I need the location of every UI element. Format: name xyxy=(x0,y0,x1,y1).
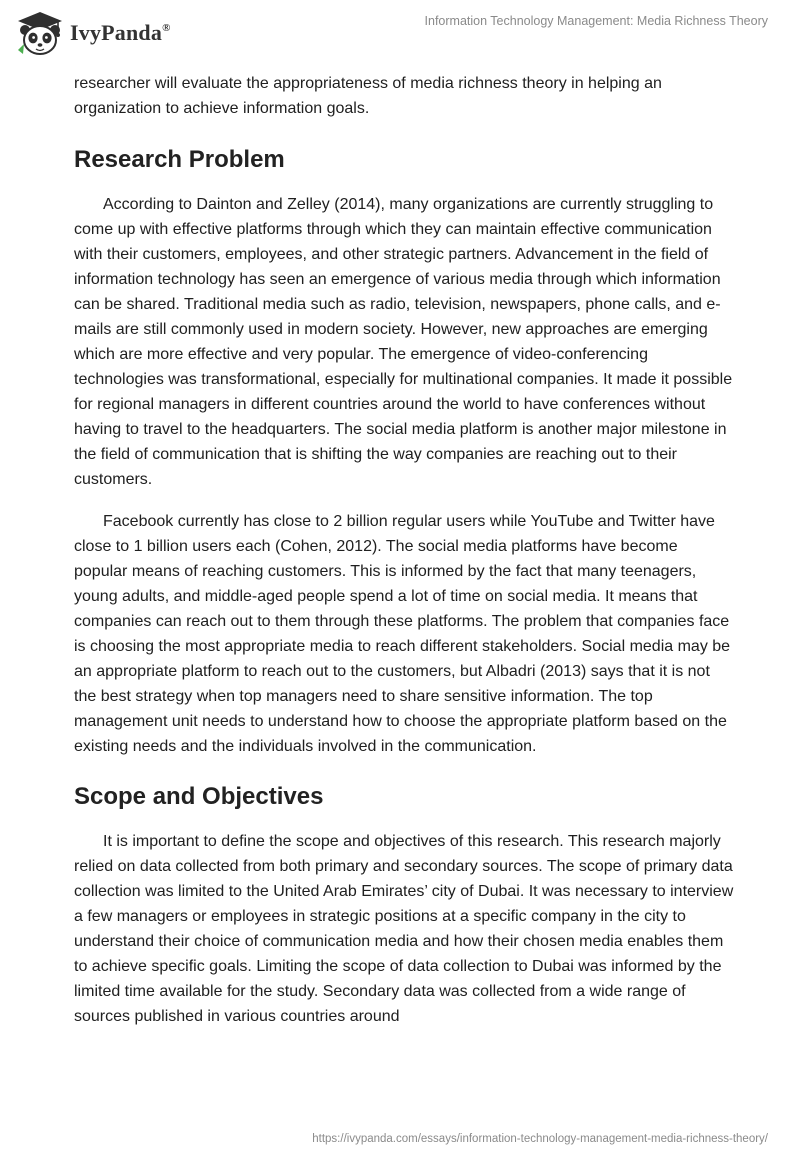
brand-logo[interactable] xyxy=(14,8,171,58)
source-url[interactable]: https://ivypanda.com/essays/information-technology-management-media-richness-theory/ xyxy=(312,1133,768,1145)
paragraph: Facebook currently has close to 2 billion regular users while YouTube and Twitter have close to 1 billion users each (Cohen, 2012). The social media platforms have become popular means of reaching customers. This is informed by the fact that many teenagers, young adults, and middle-aged people spend a lot of time on social media. It means that companies can reach out to them through these platforms. The problem that companies face is choosing the most appropriate media to reach different stakeholders. Social media may be an appropriate platform to reach out to the customers, but Albadri (2013) says that it is not the best strategy when top managers need to share sensitive information. The top management unit needs to understand how to choose the appropriate platform based on the existing needs and the individuals involved in the communication. xyxy=(74,513,731,755)
paragraph: According to Dainton and Zelley (2014), many organizations are currently struggling to come up with effective platforms through which they can maintain effective communication with their customers, employees, and other strategic partners. Advancement in the field of information technology has seen an emergence of various media through which information can be shared. Traditional media such as radio, television, newspapers, phone calls, and e-mails are still commonly used in modern society. However, new approaches are emerging which are more effective and very popular. The emergence of video-conferencing technologies was transformational, especially for multinational companies. It made it possible for regional managers in different countries around the world to have conferences without having to travel to the headquarters. The social media platform is another major milestone in the field of communication that is shifting the way companies are reaching out to their customers. xyxy=(74,196,733,488)
brand-name: IvyPanda® xyxy=(70,20,171,45)
paragraph: It is important to define the scope and objectives of this research. This research majorly relied on data collected from both primary and secondary sources. The scope of primary data collection was limited to the United Arab Emirates’ city of Dubai. It was necessary to interview a few managers or employees in strategic positions at a specific company in the city to understand their choice of communication media and how their chosen media enables them to achieve specific goals. Limiting the scope of data collection to Dubai was informed by the limited time available for the study. Secondary data was collected from a wide range of sources published in various countries around xyxy=(74,833,734,1025)
page-header xyxy=(0,0,800,70)
section-heading-research-problem: Research Problem xyxy=(74,146,285,173)
section-heading-scope-objectives: Scope and Objectives xyxy=(74,783,324,810)
panda-graduate-icon xyxy=(14,10,66,56)
intro-paragraph: researcher will evaluate the appropriateness of media richness theory in helping an organization to achieve information goals. xyxy=(74,75,662,117)
document-title: Information Technology Management: Media Richness Theory xyxy=(424,14,768,28)
essay-body xyxy=(74,71,734,1046)
